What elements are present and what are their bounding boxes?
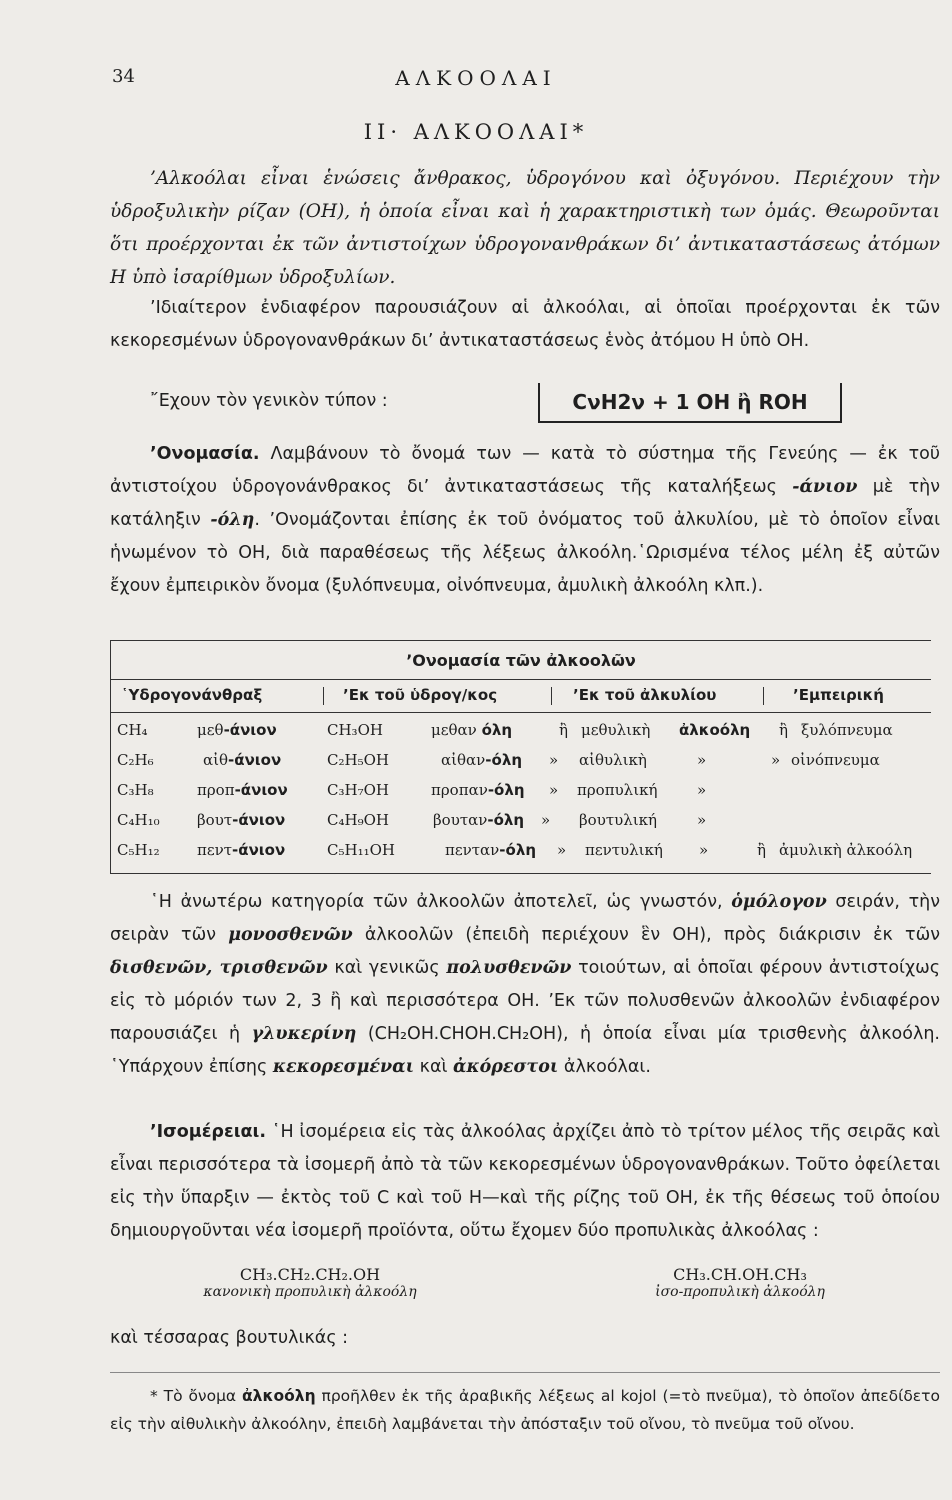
alcohol-naming-table — [110, 640, 931, 874]
butyl-line: καὶ τέσσαρας βουτυλικάς : — [110, 1328, 349, 1348]
isomerism-heading: ’Ισομέρειαι. — [150, 1122, 267, 1142]
header-separator — [323, 687, 324, 705]
naming-text-2: μὲ τὴν κατάληξιν — [110, 477, 940, 530]
running-title: ΑΛΚΟΟΛΑΙ — [395, 66, 557, 90]
section-title: II· ΑΛΚΟΟΛΑΙ* — [363, 120, 589, 144]
table-row: CH₄ μεθ-άνιον CH₃OH μεθαν όλη ἢ μεθυλικὴ ἀλκοόλη ἢ ξυλόπνευμα — [117, 721, 893, 739]
header-empirical: ’Εμπειρική — [793, 686, 884, 704]
isomer-iso: CH₃.CH.OH.CH₃ ἰσο-προπυλικὴ ἀλκοόλη — [655, 1265, 825, 1300]
formula-box: CνH2ν + 1 OH ἢ ROH — [538, 383, 842, 423]
header-separator — [551, 687, 552, 705]
table-header — [111, 679, 931, 713]
header-separator — [763, 687, 764, 705]
naming-heading: ’Ονομασία. — [150, 444, 260, 464]
footnote: * Τὸ ὄνομα ἀλκοόλη προῆλθεν ἐκ τῆς ἀραβικῆς λέξεως al kojol (=τὸ πνεῦμα), τὸ ὁποῖον ἀπεδίδετο εἰς τὴν αἰθυλικὴν ἀλκοόλην, ἐπειδὴ λαμβάνεται τὴν ἀπόσταξιν τοῦ οἴνου, τὸ πνεῦμα τοῦ οἴνου. — [110, 1387, 940, 1433]
naming-paragraph — [110, 438, 940, 603]
suffix-anion: -άνιον — [792, 477, 858, 497]
general-formula-row — [110, 383, 940, 433]
homologous-paragraph: ῾Η ἀνωτέρω κατηγορία τῶν ἀλκοολῶν ἀποτελεῖ, ὡς γνωστόν, ὁμόλογον σειράν, τὴν σειρὰν τῶν μονοσθενῶν ἀλκοολῶν (ἐπειδὴ περιέχουν ἓν ΟΗ), πρὸς διάκρισιν ἐκ τῶν δισθενῶν, τρισθενῶν καὶ γενικῶς πολυσθενῶν τοιούτων, αἱ ὁποῖαι φέρουν ἀντιστοίχως εἰς τὸ μόριόν των 2, 3 ἢ καὶ περισσότερα ΟΗ. ’Εκ τῶν πολυσθενῶν ἀλκοολῶν ἐνδιαφέρον παρουσιάζει ἡ γλυκερίνη (CH₂OH.CHOH.CH₂OH), ἡ ὁποία εἶναι μία τρισθενὴς ἀλκοόλη. ῾Υπάρχουν ἐπίσης κεκορεσμέναι καὶ ἀκόρεστοι ἀλκοόλαι. — [110, 892, 941, 1077]
header-hydrocarbon: ῾Υδρογονάνθραξ — [121, 686, 263, 704]
isomerism-paragraph: ’Ισομέρειαι. ῾Η ἰσομέρεια εἰς τὰς ἀλκοόλας ἀρχίζει ἀπὸ τὸ τρίτον μέλος τῆς σειρᾶς καὶ εἶναι περισσότερα τὰ ἰσομερῆ ἀπὸ τὰ τῶν κεκορεσμένων ὑδρογονανθράκων. Τοῦτο ὀφείλεται εἰς τὴν ὕπαρξιν — ἐκτὸς τοῦ C καὶ τοῦ Η—καὶ τῆς ρίζης τοῦ ΟΗ, ἐκ τῆς θέσεως τοῦ ὁποίου δημιουργοῦνται νέα ἰσομερῆ προϊόντα, οὕτω ἔχομεν δύο προπυλικὰς ἀλκοόλας : — [110, 1122, 940, 1241]
header-from-hydrocarbon: ’Εκ τοῦ ὑδρογ/κος — [343, 686, 498, 704]
interest-paragraph: ’Ιδιαίτερον ἐνδιαφέρον παρουσιάζουν αἱ ἀλκοόλαι, αἱ ὁποῖαι προέρχονται ἐκ τῶν κεκορεσμένων ὑδρογονανθράκων δι’ ἀντικαταστάσεως ἑνὸς ἀτόμου Η ὑπὸ ΟΗ. — [110, 298, 940, 351]
table-row: C₂H₆ αἰθ-άνιον C₂H₅OH αἰθαν-όλη » αἰθυλικὴ » » οἰνόπνευμα — [117, 751, 880, 769]
isomer-normal: CH₃.CH₂.CH₂.OH κανονικὴ προπυλικὴ ἀλκοόλη — [203, 1265, 417, 1300]
table-row: C₃H₈ προπ-άνιον C₃H₇OH προπαν-όλη » προπυλική » — [117, 781, 707, 799]
table-caption: ’Ονομασία τῶν ἀλκοολῶν — [406, 651, 636, 670]
table-row: C₄H₁₀ βουτ-άνιον C₄H₉OH βουταν-όλη » βουτυλική » — [117, 811, 707, 829]
propyl-isomers — [110, 1265, 940, 1325]
running-head — [0, 66, 952, 96]
naming-text-1: Λαμβάνουν τὸ ὄνομά των — κατὰ τὸ σύστημα τῆς Γενεύης — ἐκ τοῦ ἀντιστοίχου ὑδρογονάνθρακος δι’ ἀντικαταστάσεως τῆς καταλήξεως — [110, 444, 940, 497]
header-from-alkyl: ’Εκ τοῦ ἀλκυλίου — [573, 686, 717, 704]
intro-paragraph: ’Αλκοόλαι εἶναι ἑνώσεις ἄνθρακος, ὑδρογόνου καὶ ὀξυγόνου. Περιέχουν τὴν ὑδροξυλικὴν ρίζαν (ΟΗ), ἡ ὁποία εἶναι καὶ ἡ χαρακτηριστικὴ των ὁμάς. Θεωροῦνται ὅτι προέρχονται ἐκ τῶν ἀντιστοίχων ὑδρογονανθράκων δι’ ἀντικαταστάσεως ἀτόμων Η ὑπὸ ἰσαρίθμων ὑδροξυλίων. — [110, 168, 940, 288]
page-number: 34 — [112, 66, 135, 87]
table-row: C₅H₁₂ πεντ-άνιον C₅H₁₁OH πενταν-όλη » πεντυλική » ἢ ἀμυλικὴ ἀλκοόλη — [117, 841, 913, 859]
suffix-oli: -όλη — [210, 510, 255, 530]
footnote-rule — [110, 1372, 940, 1373]
formula-label: ῎Εχουν τὸν γενικὸν τύπον : — [150, 391, 388, 411]
naming-text-3: . ’Ονομάζονται ἐπίσης ἐκ τοῦ ὀνόματος τοῦ ἀλκυλίου, μὲ τὸ ὁποῖον εἶναι ἡνωμένον τὸ ΟΗ, διὰ παραθέσεως τῆς λέξεως ἀλκοόλη.῾Ωρισμένα τέλος μέλη ἐξ αὐτῶν ἔχουν ἐμπειρικὸν ὄνομα (ξυλόπνευμα, οἰνόπνευμα, ἀμυλικὴ ἀλκοόλη κλπ.). — [110, 510, 940, 596]
